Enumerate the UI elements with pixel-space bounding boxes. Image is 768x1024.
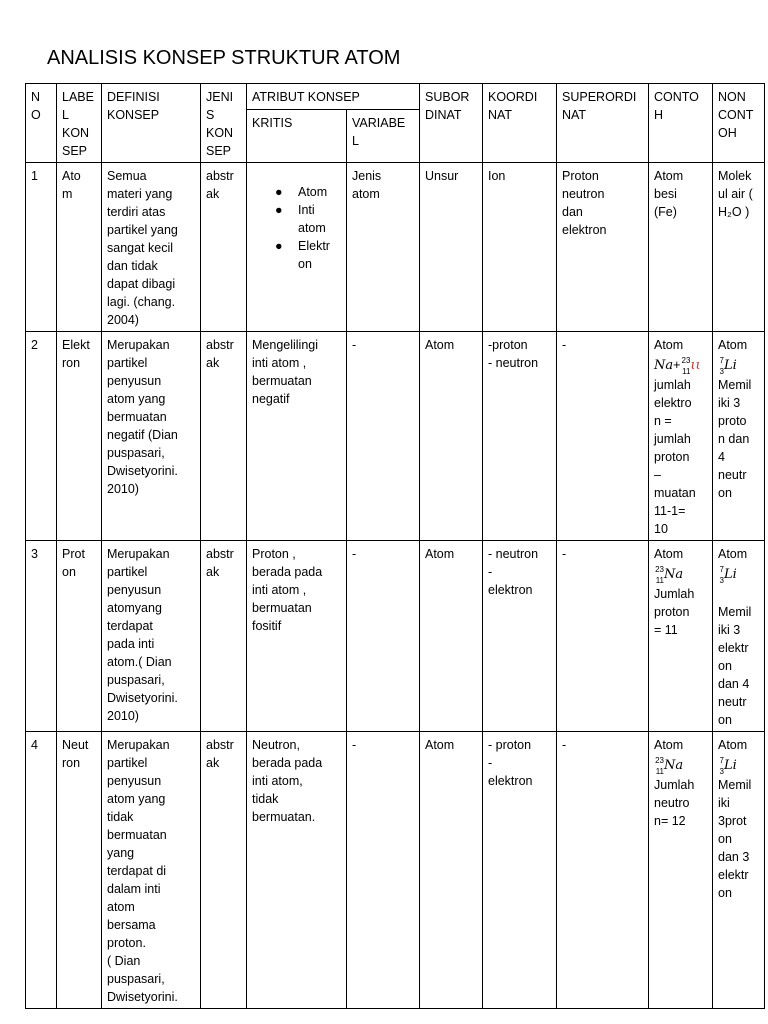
cell-variabel: - — [347, 332, 420, 541]
cell-no: 3 — [26, 541, 57, 732]
concept-analysis-table — [25, 83, 765, 1009]
header-definisi-konsep: DEFINISI KONSEP — [102, 84, 201, 163]
list-item: ● Inti atom — [275, 203, 326, 235]
nuclide-formula: 23 11 Na — [655, 564, 684, 585]
nuclide-formula: 7 3 Li — [719, 755, 737, 776]
cell-label: Elekt ron — [57, 332, 102, 541]
cell-variabel: - — [347, 732, 420, 1009]
cell-non-contoh: Atom 7 3 Li Memil iki 3prot on dan 3 elektr on — [713, 732, 765, 1009]
cell-jenis: abstr ak — [201, 163, 247, 332]
cell-definisi: Semua materi yang terdiri atas partikel yang sangat kecil dan tidak dapat dibagi lagi. (chang. 2004) — [102, 163, 201, 332]
cell-subordinat: Atom — [420, 332, 483, 541]
cell-superordinat: - — [557, 541, 649, 732]
cell-kritis: Mengelilingi inti atom , bermuatan negatif — [247, 332, 347, 541]
header-non-contoh: NON CONT OH — [713, 84, 765, 163]
cell-no: 2 — [26, 332, 57, 541]
header-atribut-konsep: ATRIBUT KONSEP — [247, 84, 420, 110]
cell-definisi: Merupakan partikel penyusun atom yang bermuatan negatif (Dian puspasari, Dwisetyorini. 2010) — [102, 332, 201, 541]
cell-non-contoh: Atom 7 3 Li Memil iki 3 elektr on dan 4 neutr on — [713, 541, 765, 732]
cell-koordinat: - neutron - elektron — [483, 541, 557, 732]
cell-variabel: - — [347, 541, 420, 732]
nuclide-formula: 23 11 Na — [655, 755, 684, 776]
table-row — [26, 732, 765, 1009]
cell-definisi: Merupakan partikel penyusun atom yang tidak bermuatan yang terdapat di dalam inti atom bersama proton. ( Dian puspasari, Dwisetyorini. — [102, 732, 201, 1009]
cell-no: 4 — [26, 732, 57, 1009]
cell-contoh: Atom besi (Fe) — [649, 163, 713, 332]
cell-jenis: abstr ak — [201, 732, 247, 1009]
cell-subordinat: Unsur — [420, 163, 483, 332]
table-row — [26, 332, 765, 541]
nuclide-formula: 7 3 Li — [719, 564, 737, 585]
cell-non-contoh: Atom 7 3 Li Memil iki 3 proto n dan 4 neutr on — [713, 332, 765, 541]
header-koordinat: KOORDI NAT — [483, 84, 557, 163]
header-no: N O — [26, 84, 57, 163]
cell-no: 1 — [26, 163, 57, 332]
cell-variabel: Jenis atom — [347, 163, 420, 332]
cell-definisi: Merupakan partikel penyusun atomyang terdapat pada inti atom.( Dian puspasari, Dwisetyorini. 2010) — [102, 541, 201, 732]
cell-jenis: abstr ak — [201, 541, 247, 732]
cell-subordinat: Atom — [420, 541, 483, 732]
cell-contoh: Atom 23 11 Na Jumlah proton = 11 — [649, 541, 713, 732]
bullet-icon: ● — [275, 203, 283, 217]
header-subordinat: SUBOR DINAT — [420, 84, 483, 163]
cell-superordinat: - — [557, 732, 649, 1009]
nuclide-formula: Na+ 23 11 ιι — [654, 355, 701, 376]
table-row — [26, 541, 765, 732]
cell-superordinat: Proton neutron dan elektron — [557, 163, 649, 332]
cell-superordinat: - — [557, 332, 649, 541]
header-superordinat: SUPERORDI NAT — [557, 84, 649, 163]
header-jenis-konsep: JENI S KON SEP — [201, 84, 247, 163]
document-title: ANALISIS KONSEP STRUKTUR ATOM — [47, 47, 401, 69]
cell-label: Prot on — [57, 541, 102, 732]
bullet-icon: ● — [275, 185, 283, 199]
cell-non-contoh: Molek ul air ( H₂O ) — [713, 163, 765, 332]
table-header-row — [26, 84, 765, 110]
header-kritis: KRITIS — [247, 109, 347, 162]
cell-label: Neut ron — [57, 732, 102, 1009]
header-variabel: VARIABE L — [347, 109, 420, 162]
bullet-icon: ● — [275, 239, 283, 253]
table-row — [26, 163, 765, 332]
cell-koordinat: - proton - elektron — [483, 732, 557, 1009]
cell-label: Ato m — [57, 163, 102, 332]
cell-kritis — [247, 163, 347, 332]
cell-contoh: Atom Na+ 23 11 ιι jumlah elektro n = jumlah proton – muatan 11-1= 10 — [649, 332, 713, 541]
list-item: ● Elektr on — [275, 239, 330, 271]
cell-subordinat: Atom — [420, 732, 483, 1009]
nuclide-formula: 7 3 Li — [719, 355, 737, 376]
cell-koordinat: -proton - neutron — [483, 332, 557, 541]
cell-contoh: Atom 23 11 Na Jumlah neutro n= 12 — [649, 732, 713, 1009]
cell-jenis: abstr ak — [201, 332, 247, 541]
header-label-konsep: LABE L KON SEP — [57, 84, 102, 163]
cell-kritis: Proton , berada pada inti atom , bermuatan fositif — [247, 541, 347, 732]
cell-koordinat: Ion — [483, 163, 557, 332]
list-item: ● Atom — [275, 185, 328, 199]
kritis-list — [252, 183, 342, 273]
cell-kritis: Neutron, berada pada inti atom, tidak bermuatan. — [247, 732, 347, 1009]
header-contoh: CONTO H — [649, 84, 713, 163]
